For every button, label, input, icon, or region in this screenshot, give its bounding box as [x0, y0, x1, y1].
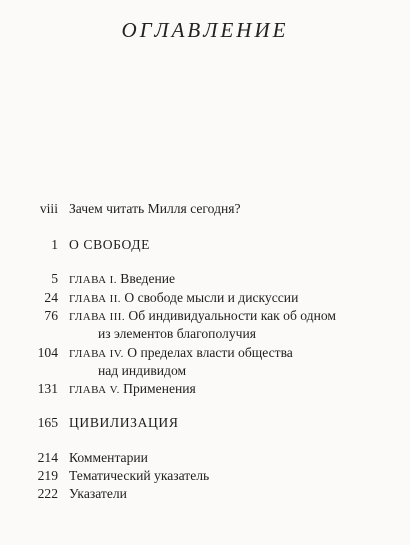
chapter-label: ГЛАВА V. — [69, 384, 120, 396]
toc-entry-chapter-4[interactable] — [0, 344, 410, 362]
entry-title: Тематический указатель — [69, 468, 210, 483]
part-title: ЦИВИЛИЗАЦИЯ — [69, 415, 179, 430]
page-number: 219 — [37, 468, 58, 483]
entry-title: Применения — [123, 381, 196, 396]
chapter-label: ГЛАВА III. — [69, 311, 126, 323]
page-number: 1 — [51, 237, 58, 252]
entry-title: Об индивидуальности как об одном — [128, 308, 336, 323]
chapter-label: ГЛАВА IV. — [69, 348, 124, 360]
toc-entry-commentary[interactable] — [0, 449, 410, 467]
chapter-label: ГЛАВА I. — [69, 274, 117, 286]
entry-title-continuation: из элементов благополучия — [98, 326, 257, 341]
entry-title-continuation: над индивидом — [98, 363, 187, 378]
toc-entry-civilization[interactable] — [0, 414, 410, 432]
toc-entry-foreword[interactable] — [0, 200, 410, 218]
toc-entry-on-liberty[interactable] — [0, 236, 410, 254]
toc-entry-subject-index[interactable] — [0, 467, 410, 485]
entry-title: О пределах власти общества — [127, 345, 293, 360]
page-number: 222 — [37, 486, 58, 501]
page-number: 104 — [37, 345, 58, 360]
chapter-label: ГЛАВА II. — [69, 293, 121, 305]
toc-entry-chapter-3-continuation — [0, 325, 410, 343]
toc-entry-chapter-1[interactable] — [0, 270, 410, 288]
toc-entry-chapter-5[interactable] — [0, 380, 410, 398]
entry-title: Комментарии — [69, 450, 148, 465]
page-title: ОГЛАВЛЕНИЕ — [121, 18, 289, 42]
entry-title: О свободе мысли и дискуссии — [124, 290, 299, 305]
toc-entry-chapter-4-continuation — [0, 362, 410, 380]
entry-title: Зачем читать Милля сегодня? — [69, 201, 241, 216]
page-number: viii — [39, 201, 58, 216]
entry-title: Введение — [120, 271, 176, 286]
page-number: 24 — [44, 290, 58, 305]
page-number: 214 — [37, 450, 58, 465]
entry-title: Указатели — [69, 486, 127, 501]
toc-entry-chapter-3[interactable] — [0, 307, 410, 325]
page-number: 5 — [51, 271, 58, 286]
page-number: 131 — [37, 381, 58, 396]
toc-entry-chapter-2[interactable] — [0, 289, 410, 307]
page-number: 165 — [37, 415, 58, 430]
part-title: О СВОБОДЕ — [69, 237, 150, 252]
toc-entry-indexes[interactable] — [0, 485, 410, 503]
page-number: 76 — [44, 308, 58, 323]
